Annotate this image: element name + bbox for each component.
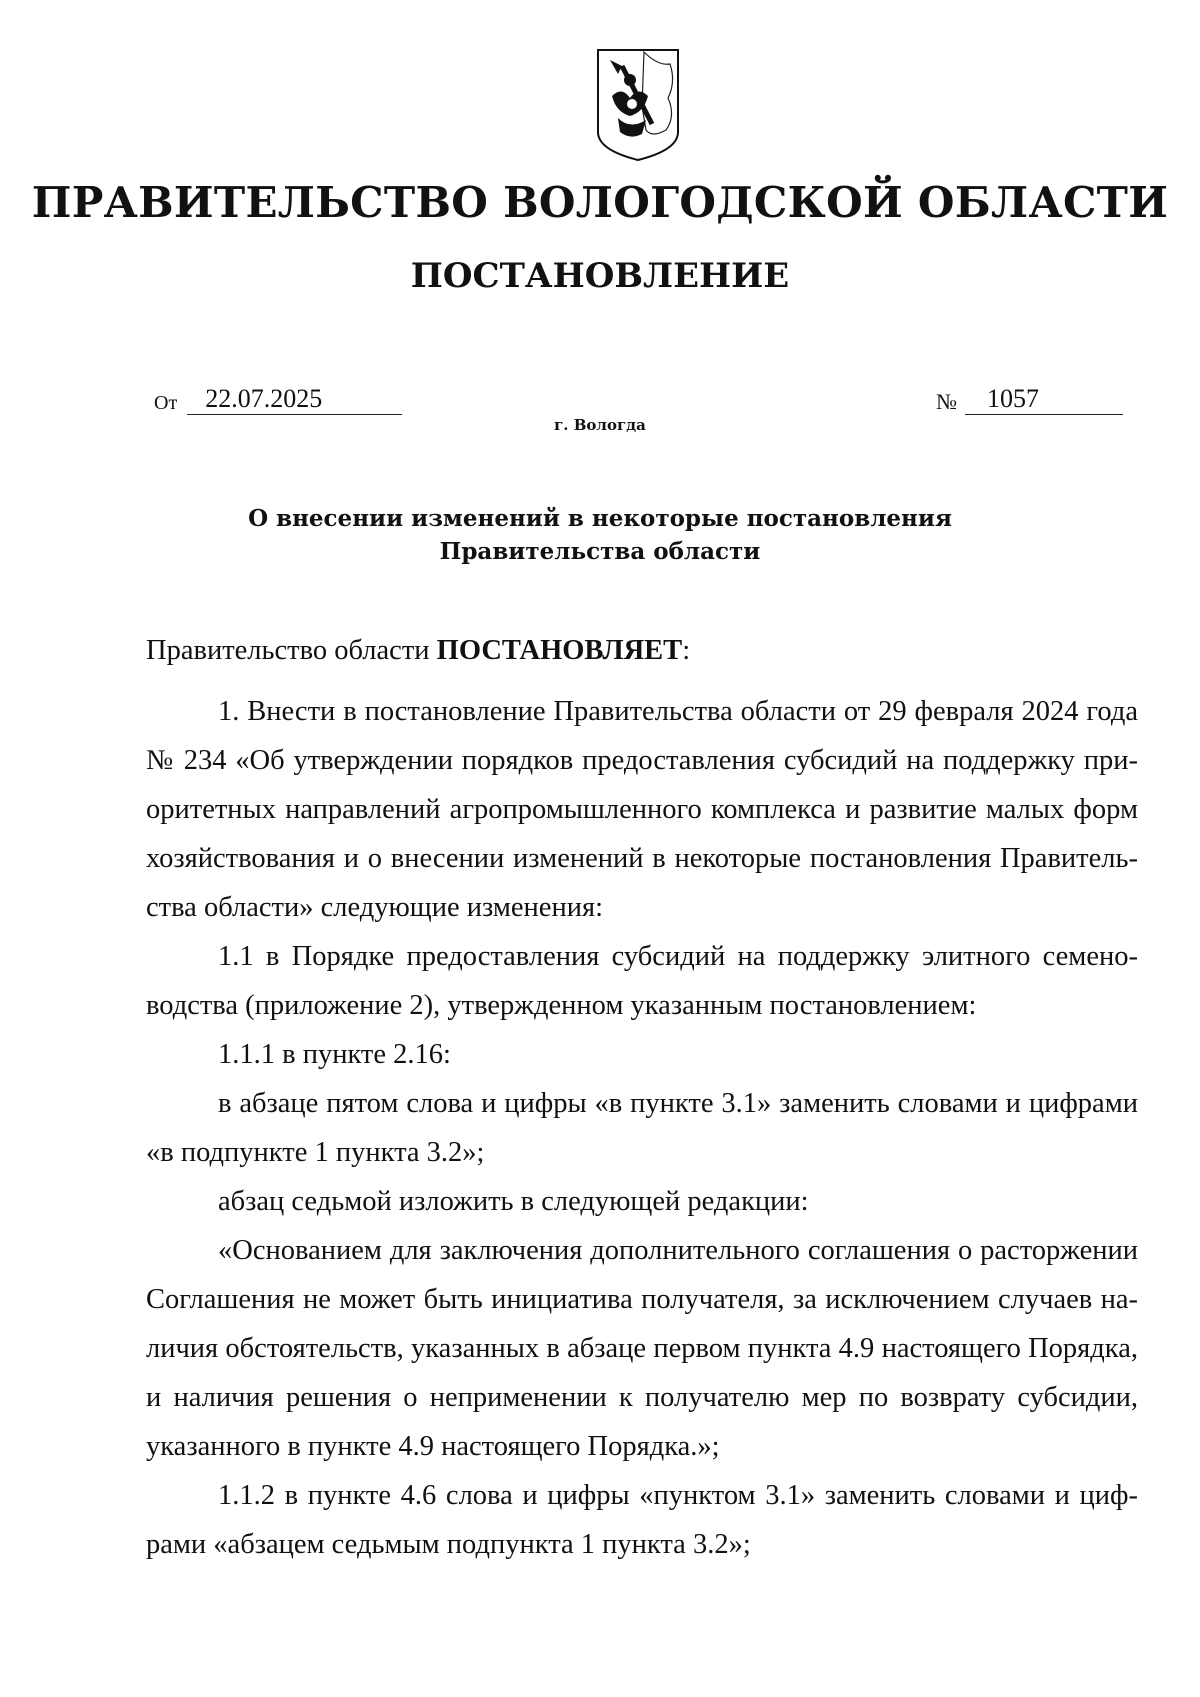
document-date [154,384,402,415]
preamble-text: Правительство области [146,635,437,666]
preamble [146,626,1138,675]
number-value: 1057 [965,384,1123,415]
subject-line-1: О внесении изменений в некоторые постановления [248,505,952,532]
document-body [146,626,1138,1569]
document-subject [0,502,1200,568]
paragraph-amendment-2: абзац седьмой изложить в следующей редакции: [218,1186,809,1217]
date-prefix: От [154,392,178,414]
paragraph-1-1: 1.1 в Порядке предоставления субсидий на поддержку элитного семеноводства (приложение 2), утвержденном указанным постановлением: [146,941,1138,1021]
date-value: 22.07.2025 [187,384,402,415]
city: г. Вологда [554,416,646,434]
paragraph-amendment-1: в абзаце пятом слова и цифры «в пункте 3.1» заменить словами и цифрами «в подпункте 1 пункта 3.2»; [146,1088,1138,1168]
preamble-decree-word: ПОСТАНОВЛЯЕТ [436,635,683,666]
paragraph-quoted-text: «Основанием для заключения дополнительного соглашения о расторжении Соглашения не может быть инициатива получателя, за исключением случаев наличия обстоятельств, указанных в абзаце первом пункта 4.9 настоящего Порядка, и наличия решения о неприменении к получателю мер по возврату субсидии, указанного в пункте 4.9 настоящего Порядка.»; [146,1235,1138,1462]
document-type: ПОСТАНОВЛЕНИЕ [410,256,790,296]
paragraph-1: 1. Внести в постановление Правительства области от 29 февраля 2024 года № 234 «Об утверждении порядков предоставления субсидий на поддержку приоритетных направлений агропромышленного комплекса и развитие малых форм хозяйствования и о внесении изменений в некоторые постановления Правительства области» следующие изменения: [146,696,1138,923]
coat-of-arms-icon [592,46,684,164]
organization-title: ПРАВИТЕЛЬСТВО ВОЛОГОДСКОЙ ОБЛАСТИ [31,178,1169,227]
document-number [936,384,1123,415]
number-prefix: № [936,389,957,414]
preamble-end: : [682,635,691,666]
paragraph-1-1-1: 1.1.1 в пункте 2.16: [218,1039,451,1070]
paragraph-1-1-2: 1.1.2 в пункте 4.6 слова и цифры «пунктом 3.1» заменить словами и цифрами «абзацем седьмым подпункта 1 пункта 3.2»; [146,1480,1138,1560]
subject-line-2: Правительства области [439,538,761,565]
